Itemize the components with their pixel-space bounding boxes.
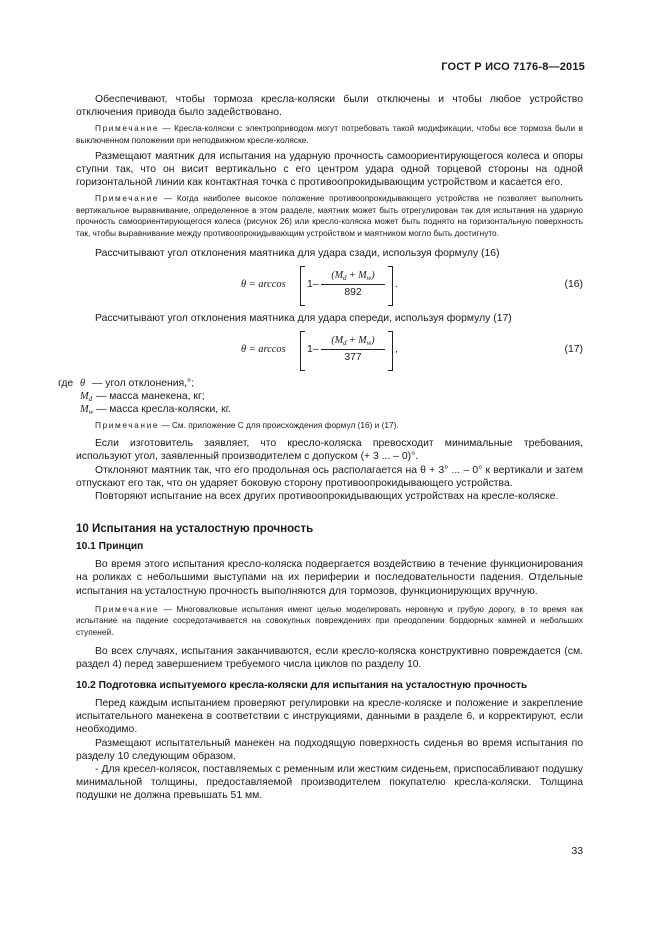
formula-one: 1– — [307, 278, 319, 290]
fraction — [321, 332, 385, 366]
symbol: $M_w$ — [80, 404, 94, 417]
formula-one: 1– — [307, 343, 319, 355]
formula-number: (16) — [564, 278, 583, 290]
definition-row — [58, 403, 583, 416]
page-number: 33 — [571, 846, 583, 857]
denominator: 892 — [344, 286, 362, 298]
paragraph: Во всех случаях, испытания заканчиваются, если кресло-коляска конструктивно повреждается (см. раздел 4) перед завершением требуемого числа циклов по разделу 10. — [76, 645, 583, 670]
definition: — масса кресла-коляски, кг. — [96, 404, 232, 416]
formula-lhs: θ = arccos — [241, 343, 286, 355]
bracket-left — [300, 331, 305, 371]
paragraph: Обеспечивают, чтобы тормоза кресла-коляски были отключены и чтобы любое устройство отключения привода было задействовано. — [76, 94, 583, 119]
definition-row — [58, 377, 583, 390]
formula-tail: . — [395, 278, 398, 290]
symbol: θ — [80, 377, 86, 389]
paragraph: Во время этого испытания кресло-коляска подвергается воздействию в течение функционирования на роликах с небольшими выступами на их периферии и последовательности падения. Отдельные испытания на усталостную прочность выполняются для тормозов, функционирующих вручную. — [76, 559, 583, 597]
paragraph: Перед каждым испытанием проверяют регулировки на кресле-коляске и положение и закрепление испытательного манекена в соответствии с инструкциями, данными в разделе 6, и корректируют, если необходимо. — [76, 697, 583, 736]
note: Примечание — Многовалковые испытания имеют целью моделировать неровную и грубую дорогу, в то время как испытание на падение сосредотачивается на совокупных повреждениях при преодолении бордюрных камней и небольших ступеней. — [76, 603, 583, 637]
where-label: где — [58, 377, 74, 389]
fraction — [321, 267, 385, 301]
formula-lhs: θ = arccos — [241, 278, 286, 290]
formula-number: (17) — [564, 343, 583, 355]
formula-16 — [76, 266, 583, 306]
page-content — [58, 93, 583, 803]
paragraph: Рассчитывают угол отклонения маятника для удара сзади, используя формулу (16) — [95, 247, 500, 259]
paragraph: - Для кресел-колясок, поставляемых с ременным или жестким сиденьем, приспосабливают подушку минимальной толщины, предоставляемой производителем покупателю кресла-коляски. Толщина подушки не должна превышать 51 мм. — [76, 763, 583, 802]
paragraph: Рассчитывают угол отклонения маятника для удара спереди, используя формулу (17) — [95, 312, 512, 324]
note: Примечание — Кресла-коляски с электроприводом могут потребовать такой модификации, чтобы все тормоза были в выключенном положении при неподвижном кресле-коляске. — [76, 123, 583, 145]
definition: — масса манекена, кг; — [96, 391, 205, 403]
subsection-heading: 10.2 Подготовка испытуемого кресла-коляски для испытания на усталостную прочность — [76, 679, 528, 691]
denominator: 377 — [344, 351, 362, 363]
definition-row — [58, 390, 583, 403]
variable-definitions — [58, 377, 583, 417]
paragraph: Отклоняют маятник так, что его продольная ось располагается на θ + 3° ... – 0° к вертикали и затем отпускают его так, что он ударяет боковую сторону противоопрокидывающего устройства. — [76, 464, 583, 489]
symbol: $M_d$ — [80, 391, 93, 404]
formula-tail: , — [395, 343, 398, 355]
bracket-left — [300, 266, 305, 306]
numerator: $(M_d + M_w)$ — [321, 267, 385, 285]
definition: — угол отклонения,°; — [92, 377, 195, 389]
note: Примечание — См. приложение С для происхождения формул (16) и (17). — [95, 419, 399, 430]
paragraph: Повторяют испытание на всех других противоопрокидывающих устройствах на кресле-коляске. — [95, 490, 559, 502]
numerator: $(M_d + M_w)$ — [321, 332, 385, 350]
document-header: ГОСТ Р ИСО 7176-8—2015 — [441, 61, 585, 73]
formula-17 — [76, 331, 583, 371]
paragraph: Размещают маятник для испытания на ударную прочность самоориентирующегося колеса и опоры ступни так, что он висит вертикально с его центром удара одной торцевой стороны на одной горизонтальной линии как контактная точка с противоопрокидывающим устройством и касается его. — [76, 150, 583, 188]
bracket-right — [388, 266, 393, 306]
subsection-heading: 10.1 Принцип — [76, 541, 144, 553]
paragraph: Если изготовитель заявляет, что кресло-коляска превосходит минимальные требования, используют угол, заявленный производителем с допуском (+ 3 ... – 0)°. — [76, 438, 583, 463]
section-heading: 10 Испытания на усталостную прочность — [76, 523, 314, 536]
paragraph: Размещают испытательный манекен на подходящую поверхность сиденья во время испытания по разделу 10 следующим образом. — [76, 737, 583, 762]
note: Примечание — Когда наиболее высокое положение противоопрокидывающего устройства не позволяет выполнить вертикальное выравнивание, определенное в этом разделе, маятник может быть отрегулирован так для испытания на ударную прочность самоориентирующегося колеса (рисунок 26) или кресло-коляска может быть поднято на горизонтальную поверхность так, чтобы выравнивание между противоопрокидывающим устройством и маятником могло быть достигнуто. — [76, 193, 583, 238]
bracket-right — [388, 331, 393, 371]
